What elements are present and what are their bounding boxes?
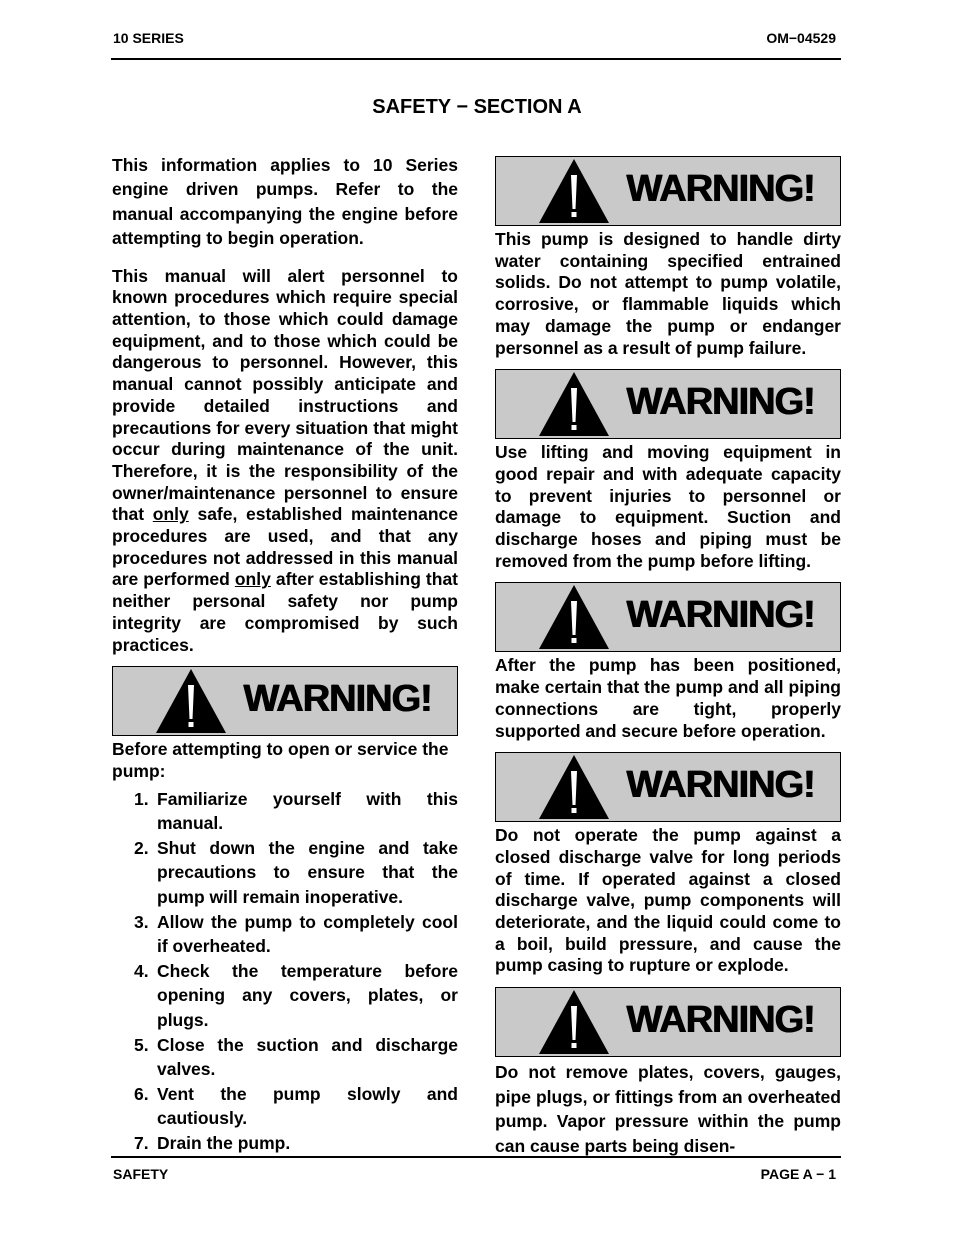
page-number: PAGE A − 1 bbox=[760, 1166, 836, 1182]
warning-label: WARNING! bbox=[626, 594, 815, 637]
warning-triangle-icon bbox=[537, 988, 611, 1055]
warning-triangle-icon bbox=[154, 667, 228, 734]
step-number: 5. bbox=[134, 1034, 149, 1055]
step-item bbox=[112, 1033, 458, 1082]
right-column bbox=[495, 156, 841, 1159]
warning-text: Do not remove plates, covers, gauges, pipe plugs, or fittings from an overheated pump. Vapor pressure within the pump can cause parts being disen- bbox=[495, 1062, 841, 1156]
warning-triangle-icon bbox=[537, 753, 611, 820]
step-number: 6. bbox=[134, 1083, 149, 1104]
step-text: Drain the pump. bbox=[157, 1133, 291, 1153]
warning-label: WARNING! bbox=[626, 168, 815, 210]
series-label: 10 SERIES bbox=[113, 30, 184, 46]
header-rule bbox=[111, 58, 841, 60]
alert-paragraph: This manual will alert personnel to known procedures which require special attention, to those which could damage equipment, and to those which could be dangerous to personnel. However, this manual cannot possibly anticipate and provide detailed instructions and precautions for every situation that might occur during maintenance of the unit. Therefore, it is the responsibility of the owner/maintenance personnel to ensure that only safe, established maintenance procedures are used, and that any procedures not addressed in this manual are performed only after establishing that neither personal safety nor pump integrity are compromised by such practices. bbox=[112, 265, 459, 655]
step-text: Shut down the engine and take precautions to ensure that the pump will remain inoperative. bbox=[157, 837, 458, 908]
warning-text: Use lifting and moving equipment in good repair and with adequate capacity to prevent injuries to personnel or damage to equipment. Suction and discharge hoses and piping must be removed from the pump before lifting. bbox=[495, 442, 841, 571]
warning-triangle-icon bbox=[537, 583, 611, 650]
step-item bbox=[112, 959, 458, 1033]
step-item bbox=[112, 1082, 458, 1131]
warning-triangle-icon bbox=[537, 157, 611, 224]
step-number: 4. bbox=[134, 960, 149, 981]
step-item bbox=[112, 1131, 458, 1156]
section-label: SAFETY bbox=[113, 1166, 169, 1182]
step-number: 7. bbox=[134, 1133, 149, 1153]
warning-label: WARNING! bbox=[626, 999, 815, 1042]
warning-intro: Before attempting to open or service the pump: bbox=[112, 739, 449, 781]
warning-box bbox=[495, 582, 841, 652]
step-item bbox=[112, 836, 458, 910]
step-item bbox=[112, 787, 458, 836]
warning-label: WARNING! bbox=[626, 381, 815, 424]
left-column bbox=[112, 153, 458, 1156]
warning-box bbox=[495, 987, 841, 1057]
step-number: 1. bbox=[134, 788, 149, 809]
intro-paragraph: This information applies to 10 Series engine driven pumps. Refer to the manual accompanying the engine before attempting to begin operation. bbox=[112, 155, 458, 249]
warning-triangle-icon bbox=[537, 370, 611, 437]
warning-box bbox=[495, 752, 841, 822]
step-number: 3. bbox=[134, 911, 149, 932]
warning-text: This pump is designed to handle dirty water containing specified entrained solids. Do not attempt to pump volatile, corrosive, or flammable liquids which may damage the pump or endanger personnel as a result of pump failure. bbox=[495, 229, 841, 358]
step-text: Allow the pump to completely cool if overheated. bbox=[157, 911, 458, 957]
warning-box bbox=[495, 369, 841, 439]
footer-rule bbox=[111, 1156, 841, 1158]
page-title: SAFETY − SECTION A bbox=[372, 96, 582, 118]
warning-box bbox=[495, 156, 841, 226]
service-steps-list bbox=[112, 787, 458, 1156]
step-text: Check the temperature before opening any covers, plates, or plugs. bbox=[157, 960, 458, 1031]
step-text: Close the suction and discharge valves. bbox=[157, 1034, 458, 1080]
doc-number: OM−04529 bbox=[766, 30, 836, 46]
step-text: Familiarize yourself with this manual. bbox=[157, 788, 458, 834]
warning-text: Do not operate the pump against a closed discharge valve for long periods of time. If operated against a closed discharge valve, pump components will deteriorate, and the liquid could come to a boil, build pressure, and cause the pump casing to rupture or explode. bbox=[495, 825, 841, 976]
warning-label: WARNING! bbox=[626, 764, 815, 807]
only-emphasis: only bbox=[152, 504, 189, 525]
only-emphasis: only bbox=[234, 569, 271, 590]
step-item bbox=[112, 910, 458, 959]
warning-label: WARNING! bbox=[243, 678, 432, 721]
step-number: 2. bbox=[134, 837, 149, 858]
step-text: Vent the pump slowly and cautiously. bbox=[157, 1083, 458, 1129]
warning-text: After the pump has been positioned, make certain that the pump and all piping connections are tight, properly supported and secure before operation. bbox=[495, 655, 841, 741]
warning-box bbox=[112, 666, 458, 736]
